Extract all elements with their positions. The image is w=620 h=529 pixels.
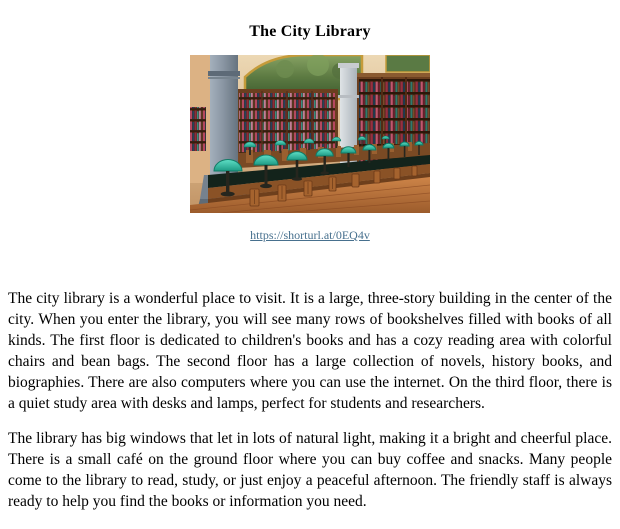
library-photo-illustration xyxy=(190,55,430,213)
link-row xyxy=(0,229,620,242)
source-link[interactable]: https://shorturl.at/0EQ4v xyxy=(250,228,370,242)
page-title: The City Library xyxy=(249,23,371,40)
paragraph-2: The library has big windows that let in lots of natural light, making it a bright and cheerful place. There is a small café on the ground floor where you can buy coffee and snacks. Many people come to the library to read, study, or just enjoy a peaceful afternoon. The friendly staff is always ready to help you find the books or information you need. xyxy=(8,430,612,510)
library-reading-room-photo xyxy=(190,55,430,213)
paragraph-1: The city library is a wonderful place to visit. It is a large, three-story building in the center of the city. When you enter the library, you will see many rows of bookshelves filled with books of all kinds. The first floor is dedicated to children's books and has a cozy reading area with colorful chairs and bean bags. The second floor has a large collection of novels, history books, and biographies. There are also computers where you can use the internet. On the third floor, there is a quiet study area with desks and lamps, perfect for students and researchers. xyxy=(8,290,612,412)
